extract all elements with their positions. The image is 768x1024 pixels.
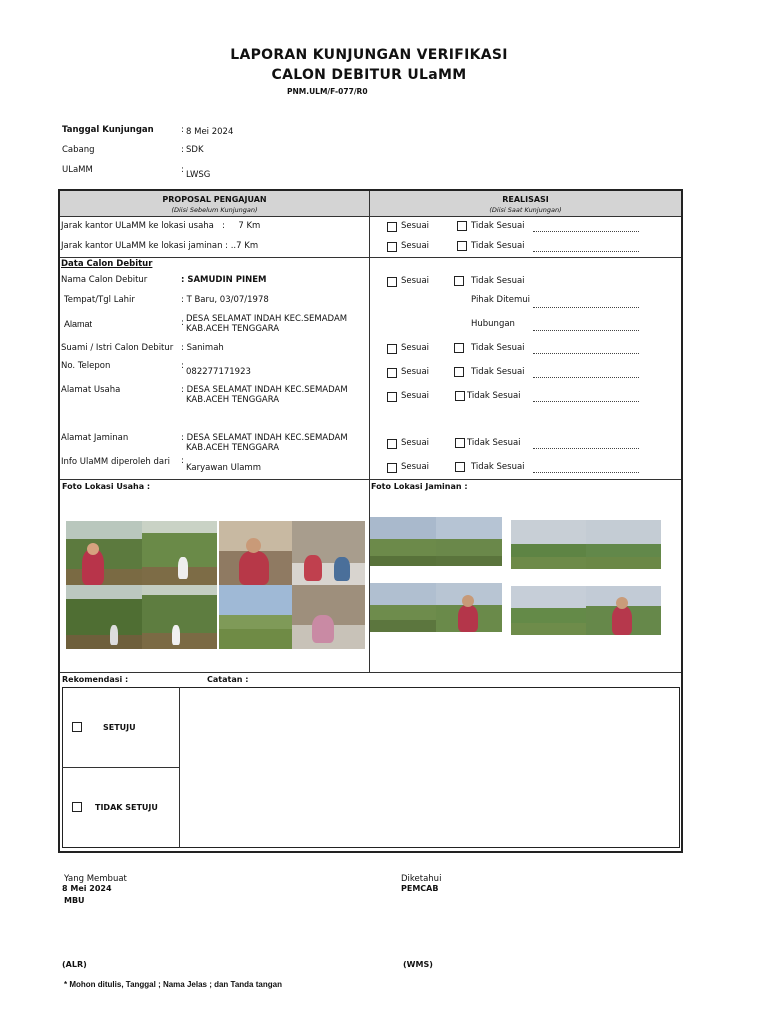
telepon-keterangan-line[interactable] [533,377,639,378]
alamat-jaminan-label: Alamat Jaminan [61,433,129,443]
nama-tidak-sesuai-label: Tidak Sesuai [471,276,525,286]
jarak-jaminan-tidak-sesuai-checkbox[interactable] [457,241,467,251]
data-section-title: Data Calon Debitur [61,259,153,269]
info-label: Info UlaMM diperoleh dari [61,457,170,467]
alamat-label: Alamat [64,319,93,329]
catatan-area[interactable] [181,688,679,847]
jarak-usaha-value: 7 Km [238,221,261,231]
telepon-label: No. Telepon [61,361,111,371]
jarak-usaha-tidak-sesuai-checkbox[interactable] [457,221,467,231]
foto-jaminan-label: Foto Lokasi Jaminan : [371,482,468,491]
cabang-label: Cabang [62,145,95,155]
pasangan-sesuai-label: Sesuai [401,343,430,353]
photo-jaminan-2 [436,517,502,566]
photo-jaminan-7 [511,586,586,635]
cabang-value: SDK [186,145,204,155]
jarak-jaminan-tidak-sesuai-label: Tidak Sesuai [471,241,525,251]
row-divider [60,257,681,258]
tidak-setuju-checkbox[interactable] [72,802,82,812]
photo-bottom-divider [60,672,681,673]
pasangan-sesuai-checkbox[interactable] [387,344,397,354]
sign-right-title: PEMCAB [401,884,439,893]
nama-sesuai-checkbox[interactable] [387,277,397,287]
photo-usaha-1 [66,521,142,585]
alamat-jaminan-tidak-sesuai-label: Tidak Sesuai [467,438,521,448]
info-tidak-sesuai-label: Tidak Sesuai [471,462,525,472]
ulamm-colon: : [181,165,184,175]
photo-jaminan-6 [436,583,502,632]
pasangan-tidak-sesuai-checkbox[interactable] [454,343,464,353]
jarak-jaminan-label: Jarak kantor ULaMM ke lokasi jaminan : ..7 Km [61,241,259,251]
telepon-value: 082277171923 [186,367,251,377]
alamat-usaha-tidak-sesuai-checkbox[interactable] [455,391,465,401]
tanggal-colon: : [181,125,184,135]
sign-right-name: (WMS) [403,960,433,969]
row-divider [60,216,681,217]
alamat-usaha-keterangan-line[interactable] [533,401,639,402]
nama-label: Nama Calon Debitur [61,275,148,285]
info-sesuai-checkbox[interactable] [387,463,397,473]
photo-usaha-4 [142,585,217,649]
photo-jaminan-3 [511,520,586,569]
pasangan-value: : Sanimah [181,343,224,353]
telepon-sesuai-label: Sesuai [401,367,430,377]
photo-jaminan-1 [370,517,436,566]
info-value: Karyawan Ulamm [186,463,261,473]
hubungan-line[interactable] [533,330,639,331]
photo-usaha-3 [66,585,142,649]
alamat-usaha-tidak-sesuai-label: Tidak Sesuai [467,391,521,401]
report-title-line1: LAPORAN KUNJUNGAN VERIFIKASI [230,47,508,63]
jarak-jaminan-sesuai-label: Sesuai [401,241,430,251]
rekomendasi-divider [179,687,180,848]
pasangan-label: Suami / Istri Calon Debitur [61,343,174,353]
jarak-jaminan-sesuai-checkbox[interactable] [387,242,397,252]
alamat-colon: : [181,318,184,328]
sign-left-title: MBU [64,896,85,905]
telepon-tidak-sesuai-label: Tidak Sesuai [471,367,525,377]
jarak-usaha-tidak-sesuai-label: Tidak Sesuai [471,221,525,231]
alamat-jaminan-sesuai-label: Sesuai [401,438,430,448]
alamat-jaminan-keterangan-line[interactable] [533,448,639,449]
ulamm-value: LWSG [186,170,211,180]
form-code: PNM.ULM/F-077/R0 [287,87,368,96]
tidak-setuju-label: TIDAK SETUJU [95,803,158,812]
telepon-tidak-sesuai-checkbox[interactable] [454,367,464,377]
sign-right-role: Diketahui [401,874,442,884]
alamat-value: DESA SELAMAT INDAH KEC.SEMADAM KAB.ACEH TENGGARA [186,314,348,334]
ulamm-label: ULaMM [62,165,93,175]
realisasi-header [370,191,681,216]
info-keterangan-line[interactable] [533,472,639,473]
sign-left-date: 8 Mei 2024 [62,884,112,893]
proposal-header-sub: (Diisi Sebelum Kunjungan) [171,206,258,214]
setuju-label: SETUJU [103,723,136,732]
telepon-colon: : [181,361,184,371]
nama-sesuai-label: Sesuai [401,276,430,286]
nama-value: : SAMUDIN PINEM [181,275,267,285]
catatan-label: Catatan : [207,675,249,684]
proposal-header [60,191,369,216]
setuju-checkbox[interactable] [72,722,82,732]
tanggal-value: 8 Mei 2024 [186,127,234,137]
alamat-jaminan-value: : DESA SELAMAT INDAH KEC.SEMADAM KAB.ACEH TENGGARA [181,433,348,453]
jarak-usaha-sesuai-checkbox[interactable] [387,222,397,232]
photo-usaha-6 [292,521,365,585]
alamat-usaha-label: Alamat Usaha [61,385,121,395]
sign-left-role: Yang Membuat [64,874,127,884]
pasangan-tidak-sesuai-label: Tidak Sesuai [471,343,525,353]
photo-usaha-2 [142,521,217,585]
sign-left-name: (ALR) [62,960,87,969]
jarak-usaha-sesuai-label: Sesuai [401,221,430,231]
ttl-label: Tempat/Tgl Lahir [64,295,135,305]
alamat-usaha-value: : DESA SELAMAT INDAH KEC.SEMADAM KAB.ACEH TENGGARA [181,385,348,405]
alamat-usaha-sesuai-checkbox[interactable] [387,392,397,402]
alamat-jaminan-sesuai-checkbox[interactable] [387,439,397,449]
footnote: * Mohon ditulis, Tanggal ; Nama Jelas ; dan Tanda tangan [64,980,282,989]
pihak-ditemui-line[interactable] [533,307,639,308]
foto-usaha-label: Foto Lokasi Usaha : [62,482,151,491]
jarak-usaha-keterangan-line[interactable] [533,231,639,232]
pihak-ditemui-label: Pihak Ditemui [471,295,531,305]
photo-usaha-8 [292,585,365,649]
photo-usaha-7 [219,585,292,649]
alamat-usaha-sesuai-label: Sesuai [401,391,430,401]
proposal-header-title: PROPOSAL PENGAJUAN [162,195,267,204]
row-divider [60,479,681,480]
rekomendasi-label: Rekomendasi : [62,675,129,684]
pasangan-keterangan-line[interactable] [533,353,639,354]
photo-divider [369,480,370,672]
cabang-colon: : [181,145,184,155]
realisasi-header-title: REALISASI [502,195,549,204]
hubungan-label: Hubungan [471,319,515,329]
info-tidak-sesuai-checkbox[interactable] [455,462,465,472]
alamat-jaminan-tidak-sesuai-checkbox[interactable] [455,438,465,448]
rekomendasi-row-divider [62,767,179,768]
jarak-usaha-label: Jarak kantor ULaMM ke lokasi usaha : 7 Km [61,221,261,231]
realisasi-header-sub: (Diisi Saat Kunjungan) [489,206,562,214]
tanggal-label: Tanggal Kunjungan [62,125,154,135]
jarak-jaminan-keterangan-line[interactable] [533,251,639,252]
photo-jaminan-4 [586,520,661,569]
telepon-sesuai-checkbox[interactable] [387,368,397,378]
nama-tidak-sesuai-checkbox[interactable] [454,276,464,286]
photo-jaminan-5 [370,583,436,632]
info-colon: : [181,456,184,466]
report-title-line2: CALON DEBITUR ULaMM [271,67,467,83]
photo-usaha-5 [219,521,292,585]
ttl-value: : T Baru, 03/07/1978 [181,295,269,305]
info-sesuai-label: Sesuai [401,462,430,472]
photo-jaminan-8 [586,586,661,635]
